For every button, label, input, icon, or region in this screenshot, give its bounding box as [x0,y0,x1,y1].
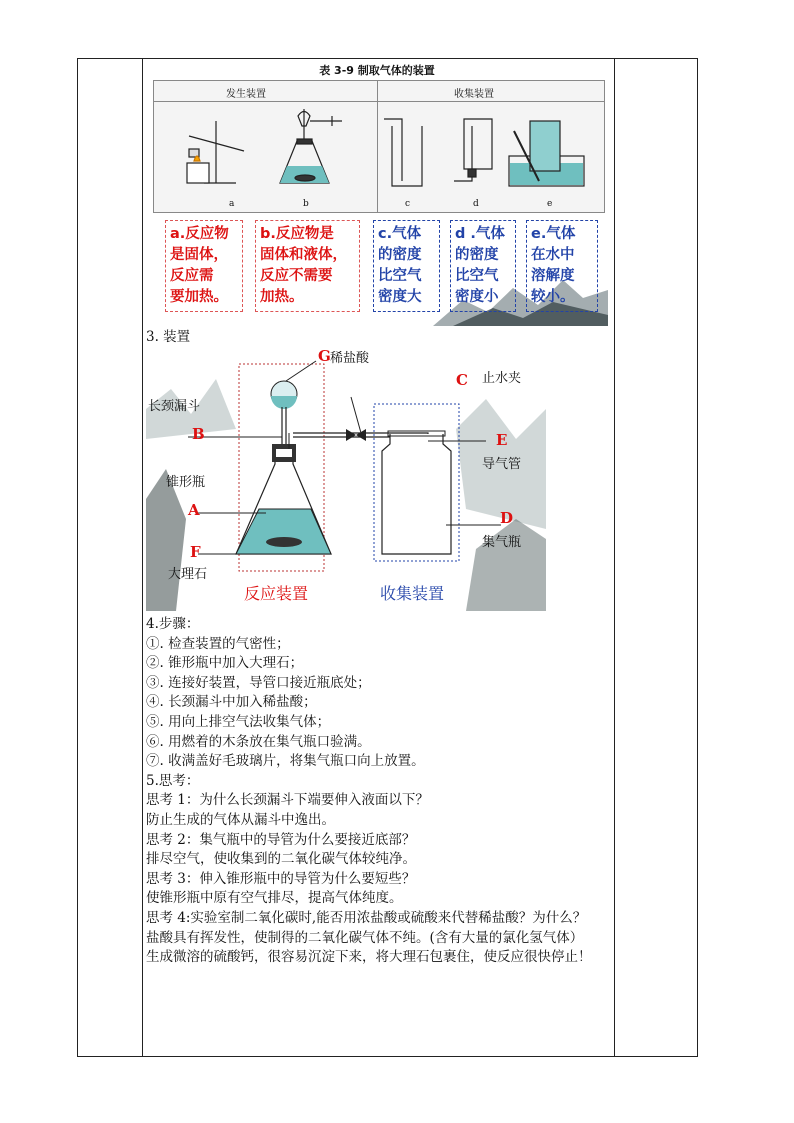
caption-collection: 收集装置 [380,584,445,603]
table-column-divider [614,59,615,1056]
label-clamp: 止水夹 [482,371,522,386]
think-question: 思考 3：伸入锥形瓶中的导管为什么要短些？ [146,870,416,887]
apparatus-b-drawing [280,109,342,183]
think-question: 思考 1：为什么长颈漏斗下端要伸入液面以下？ [146,792,429,809]
label-C: C [456,371,468,389]
main-cell [146,62,608,968]
think-answer: 盐酸具有挥发性，使制得的二氧化碳气体不纯。(含有大量的氯化氢气体） [146,929,584,946]
step-item: ⑥. 用燃着的木条放在集气瓶口验满。 [146,733,371,750]
label-marble: 大理石 [168,567,208,582]
table-column-divider [142,59,143,1056]
label-E: E [496,431,508,449]
label-B: B [192,425,205,443]
think-question: 思考 4:实验室制二氧化碳时,能否用浓盐酸或硫酸来代替稀盐酸？为什么？ [146,909,587,926]
collector-header: 收集装置 [454,89,494,100]
card-e: e.气体 在水中 溶解度 较小。 [526,220,598,312]
card-d: d .气体 的密度 比空气 密度小 [450,220,516,312]
steps-title: 4.步骤： [146,616,200,632]
generator-header: 发生装置 [226,89,266,100]
apparatus-a-drawing [187,121,244,183]
card-b: b.反应物是 固体和液体， 反应不需要 加热。 [255,220,360,312]
think-answer: 生成微溶的硫酸钙，很容易沉淀下来，将大理石包裹住，使反应很快停止！ [146,949,592,966]
step-item: ⑦. 收满盖好毛玻璃片，将集气瓶口向上放置。 [146,753,425,770]
step-item: ②. 锥形瓶中加入大理石； [146,655,304,672]
section-3-title: 3. 装置 [146,329,191,345]
think-answer: 使锥形瓶中原有空气排尽，提高气体纯度。 [146,890,403,907]
label-G: G [318,349,331,365]
apparatus-label-b: b [303,199,309,209]
label-D: D [500,509,514,527]
apparatus-label-d: d [473,199,479,209]
label-tube: 导气管 [482,457,522,472]
apparatus-e-drawing [509,121,584,186]
step-item: ③. 连接好装置，导管口接近瓶底处； [146,674,371,691]
label-F: F [190,543,201,561]
label-gas-bottle: 集气瓶 [482,535,522,550]
apparatus-c-drawing [384,119,422,186]
caption-reaction: 反应装置 [244,584,309,603]
think-title: 5.思考： [146,772,200,789]
label-flask: 锥形瓶 [166,475,206,490]
card-c: c.气体 的密度 比空气 密度大 [373,220,440,312]
step-item: ①. 检查装置的气密性； [146,635,290,652]
apparatus-drawings [154,81,604,212]
think-question: 思考 2：集气瓶中的导管为什么要接近底部？ [146,831,416,848]
apparatus-label-c: c [405,199,411,209]
description-cards [146,220,608,328]
label-funnel: 长颈漏斗 [148,399,201,414]
think-answer: 防止生成的气体从漏斗中逸出。 [146,811,335,828]
think-answer: 排尽空气，使收集到的二氧化碳气体较纯净。 [146,851,416,868]
card-a: a.反应物 是固体， 反应需 要加热。 [165,220,243,312]
table-caption: 表 3-9 制取气体的装置 [319,64,435,77]
apparatus-label-a: a [229,199,235,209]
co2-apparatus-diagram [146,349,546,611]
apparatus-label-e: e [547,199,553,209]
step-item: ⑤. 用向上排空气法收集气体； [146,713,331,730]
apparatus-figure [153,80,605,213]
steps-section [146,615,608,968]
step-item: ④. 长颈漏斗中加入稀盐酸； [146,694,317,711]
label-dilute-hcl: 稀盐酸 [330,351,370,366]
apparatus-d-drawing [454,119,492,181]
label-A: A [188,501,200,519]
